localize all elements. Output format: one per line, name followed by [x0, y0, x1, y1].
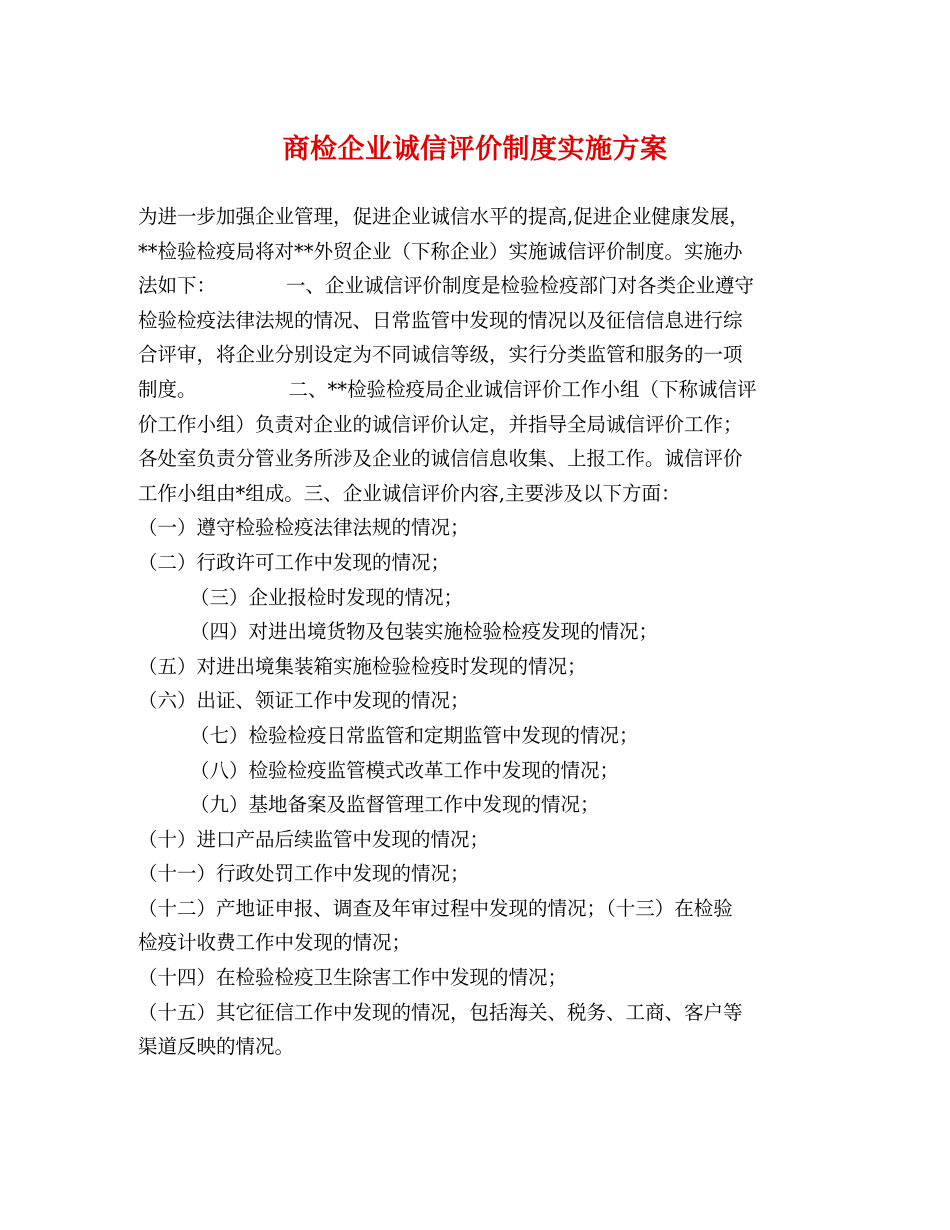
paragraph-line	[138, 269, 818, 304]
line-segment: 制度。	[138, 377, 197, 401]
list-item: （九）基地备案及监督管理工作中发现的情况；	[190, 793, 600, 817]
list-item: （十）进口产品后续监管中发现的情况；	[138, 827, 490, 851]
list-item: （五）对进出境集装箱实施检验检疫时发现的情况；	[138, 654, 587, 678]
list-item: （十二）产地证申报、调查及年审过程中发现的情况；（十三）在检验	[138, 896, 733, 920]
paragraph-line: 为进一步加强企业管理，促进企业诚信水平的提高,促进企业健康发展，	[138, 205, 749, 228]
paragraph-line: 价工作小组）负责对企业的诚信评价认定，并指导全局诚信评价工作；	[138, 412, 743, 436]
paragraph-line: 检验检疫法律法规的情况、日常监管中发现的情况以及征信信息进行综	[138, 308, 743, 332]
list-item: （十五）其它征信工作中发现的情况，包括海关、税务、工商、客户等	[138, 1000, 743, 1024]
list-item: （十四）在检验检疫卫生除害工作中发现的情况；	[138, 966, 568, 990]
line-segment: 二、**检验检疫局企业诚信评价工作小组（下称诚信评	[288, 377, 757, 401]
paragraph-line	[138, 373, 818, 408]
list-item: 检疫计收费工作中发现的情况；	[138, 931, 412, 955]
list-item: （七）检验检疫日常监管和定期监管中发现的情况；	[190, 723, 639, 747]
list-item: （一）遵守检验检疫法律法规的情况；	[138, 516, 470, 540]
paragraph-line: **检验检疫局将对**外贸企业（下称企业）实施诚信评价制度。实施办	[138, 239, 743, 263]
paragraph-line: 工作小组由*组成。三、企业诚信评价内容,主要涉及以下方面：	[138, 481, 681, 505]
line-segment: 法如下：	[138, 274, 217, 298]
paragraph-line: 各处室负责分管业务所涉及企业的诚信信息收集、上报工作。诚信评价	[138, 447, 743, 471]
list-item: （八）检验检疫监管模式改革工作中发现的情况；	[190, 758, 620, 782]
list-item: （二）行政许可工作中发现的情况；	[138, 550, 451, 574]
list-item: （四）对进出境货物及包装实施检验检疫发现的情况；	[190, 620, 659, 644]
paragraph-line: 合评审，将企业分别设定为不同诚信等级，实行分类监管和服务的一项	[138, 343, 743, 367]
list-item: （十一）行政处罚工作中发现的情况；	[138, 862, 470, 886]
document-title: 商检企业诚信评价制度实施方案	[282, 134, 668, 165]
list-item: （三）企业报检时发现的情况；	[190, 585, 464, 609]
list-item: （六）出证、领证工作中发现的情况；	[138, 689, 470, 713]
line-segment: 一、企业诚信评价制度是检验检疫部门对各类企业遵守	[286, 274, 755, 298]
document-body	[138, 200, 818, 1065]
list-item: 渠道反映的情况。	[138, 1035, 295, 1059]
